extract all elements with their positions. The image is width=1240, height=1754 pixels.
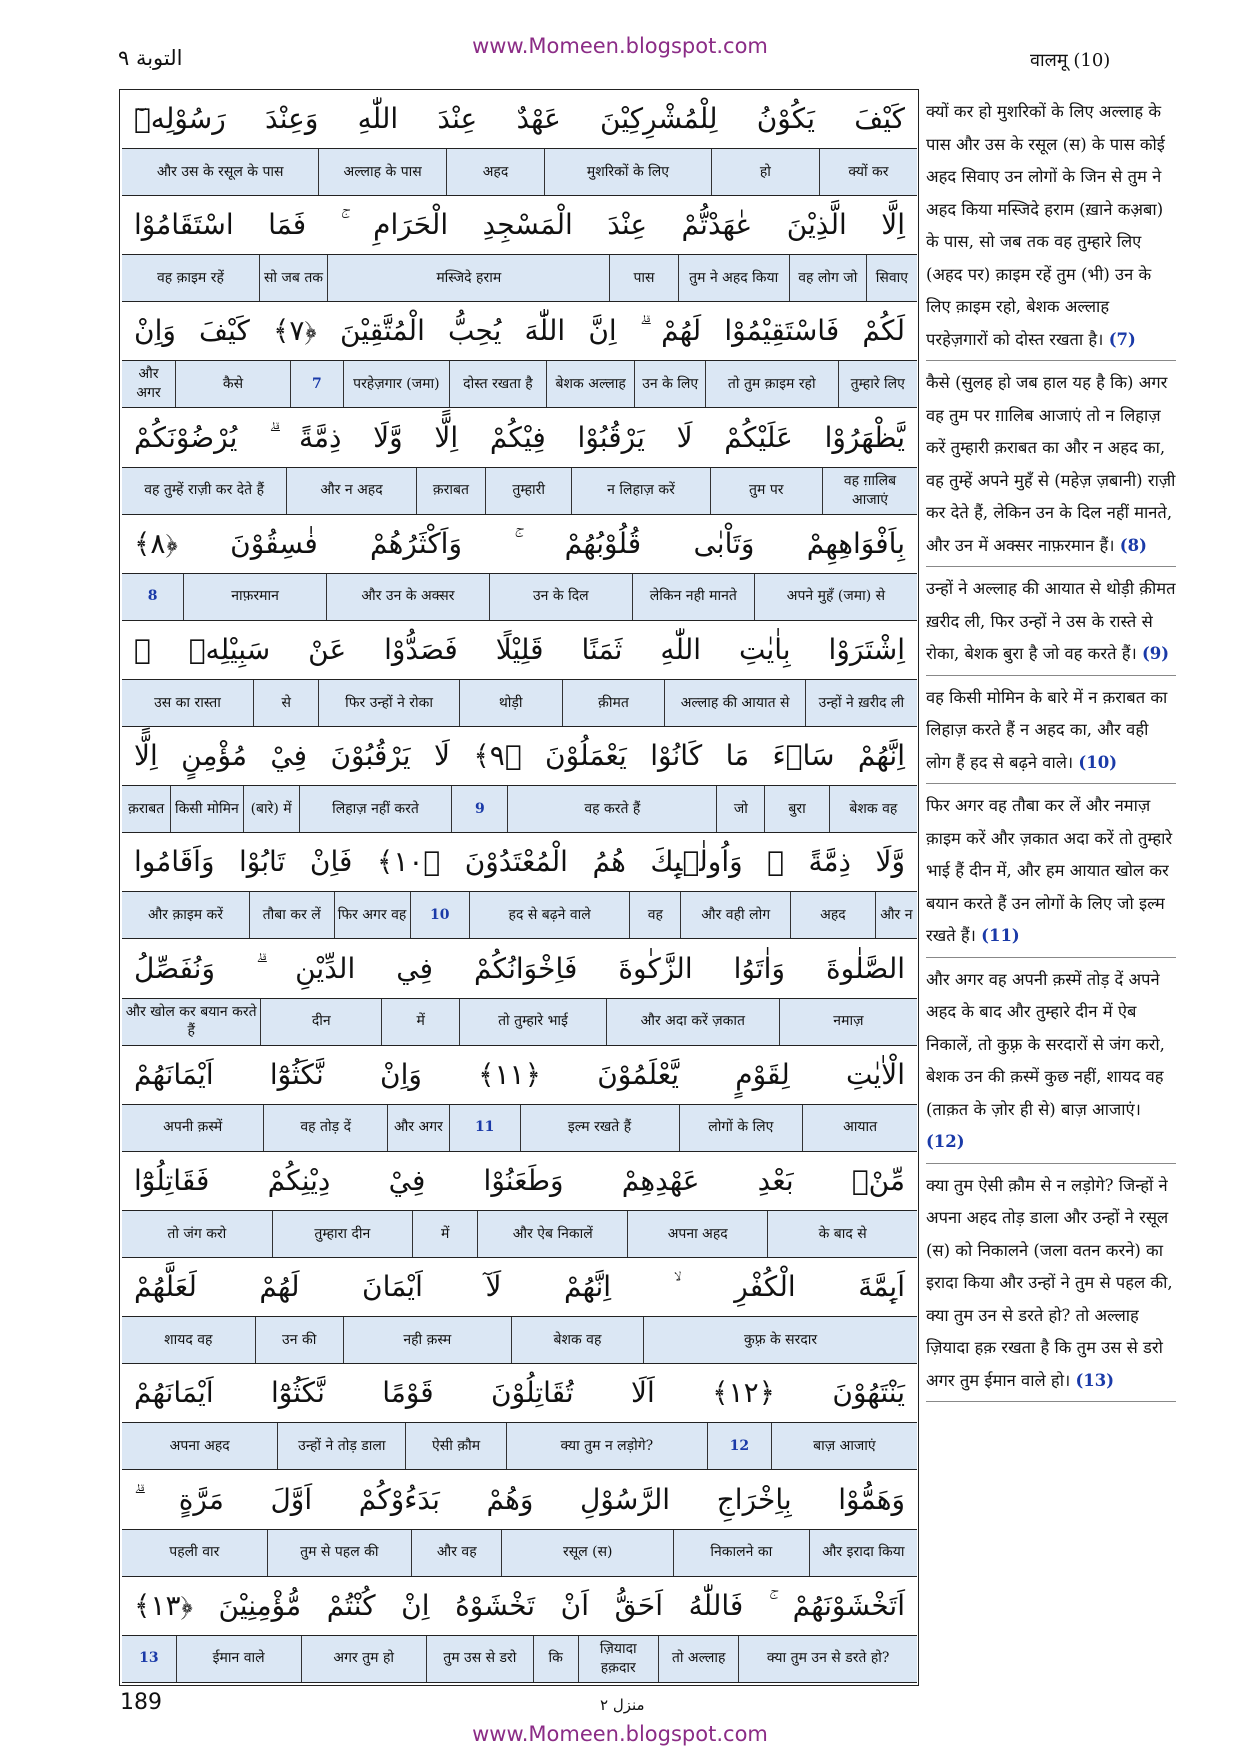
word-meaning: उन्हों ने ख़रीद ली	[805, 680, 917, 726]
word-meaning: (बारे) में	[243, 786, 299, 832]
word-meaning: नाफ़रमान	[183, 574, 326, 620]
arabic-verse-line: لَكُمْ فَاسْتَقِيْمُوْا لَهُمْ ۗ اِنَّ اللّٰهَ يُحِبُّ الْمُتَّقِيْنَ ﴿٧﴾ كَيْفَ وَاِنْ	[134, 314, 905, 348]
word-meaning: किसी मोमिन	[170, 786, 242, 832]
arabic-verse-line: الصَّلٰوةَ وَاٰتَوُا الزَّكٰوةَ فَاِخْوَانُكُمْ فِي الدِّيْنِ ۗ وَنُفَصِّلُ	[134, 951, 905, 985]
word-meaning: लिहाज़ नहीं करते	[299, 786, 452, 832]
word-meaning: दोस्त रखता है	[449, 361, 546, 407]
page-number: 189	[120, 1690, 162, 1715]
word-meaning: क्या तुम न लड़ोगे?	[506, 1423, 707, 1469]
word-meaning: क्या तुम उन से डरते हो?	[738, 1636, 917, 1682]
surah-header: التوبة ٩	[118, 46, 183, 70]
word-meaning: वह	[629, 892, 680, 938]
word-meaning: अल्लाह की आयात से	[664, 680, 804, 726]
word-meaning: पहली वार	[169, 1544, 220, 1561]
word-meaning: सिवाए	[866, 255, 917, 301]
verse-translation-block	[926, 1170, 1176, 1403]
verse-number: (11)	[981, 926, 1020, 945]
word-meaning: वह करते हैं	[507, 786, 716, 832]
verse-number: (10)	[1078, 752, 1117, 772]
word-meaning: अहद	[790, 892, 875, 938]
word-meaning: और अगर	[387, 1105, 449, 1151]
verse-number: 7	[290, 361, 343, 407]
word-meaning: और खोल कर बयान करते हैं	[125, 1003, 257, 1039]
word-meaning: और इरादा किया	[809, 1530, 917, 1576]
word-meaning: क़राबत	[128, 800, 165, 817]
word-meaning: तुम उस से डरो	[426, 1636, 533, 1682]
arabic-verse-line: اِلَّا الَّذِيْنَ عٰهَدْتُّمْ عِنْدَ الْمَسْجِدِ الْحَرَامِ ۚ فَمَا اسْتَقَامُوْا	[134, 208, 905, 242]
word-meaning: हो	[711, 149, 819, 195]
word-meaning: लेकिन नही मानते	[632, 574, 754, 620]
word-meaning: वह लोग जो	[789, 255, 866, 301]
arabic-verse-line: اِشْتَرَوْا بِاٰيٰتِ اللّٰهِ ثَمَنًا قَلِيْلًا فَصَدُّوْا عَنْ سَبِيْلِهٖ ۗ	[134, 633, 905, 666]
verse-number: 12	[707, 1423, 771, 1469]
word-meaning: बेशक अल्लाह	[546, 361, 634, 407]
word-meaning: और न अहद	[286, 468, 416, 514]
word-meaning: ईमान वाले	[176, 1636, 301, 1682]
word-meaning: मुशरिकों के लिए	[544, 149, 711, 195]
word-meaning: ज़ियादा हक़दार	[578, 1636, 658, 1682]
word-meaning: बेशक वह	[829, 786, 917, 832]
verse-translation-text: क्या तुम ऐसी क़ौम से न लड़ोगे? जिन्हों ने अपना अहद तोड़ डाला और उन्हों ने रसूल (स) को निकालने (जला वतन करने) का इरादा किया और उन्हों ने तुम से पहल की, क्या तुम उन से डरते हो? तो अल्लाह ज़ियादा हक़ रखता है कि तुम उस से डरो अगर तुम ईमान वाले हो।	[926, 1175, 1173, 1390]
word-meaning: अहद	[446, 149, 544, 195]
word-meaning: बुरा	[764, 786, 828, 832]
word-meaning: कैसे	[175, 361, 290, 407]
word-meaning: और क़ाइम करें	[147, 906, 224, 923]
verse-number: (12)	[926, 1132, 965, 1151]
verse-number: 10	[410, 892, 469, 938]
verse-number: (13)	[1075, 1370, 1115, 1390]
word-meaning: तुम्हारा दीन	[272, 1211, 412, 1257]
arabic-verse-line: اَىِٕمَّةَ الْكُفْرِ ۙ اِنَّهُمْ لَآ اَيْمَانَ لَهُمْ لَعَلَّهُمْ	[134, 1270, 905, 1304]
word-meaning: क्यों कर	[819, 149, 917, 195]
word-meaning: ऐसी क़ौम	[405, 1423, 506, 1469]
word-meaning: कुफ़्र के सरदार	[643, 1317, 917, 1363]
word-meaning: और अगर	[136, 366, 161, 402]
word-meaning: तुम्हारे लिए	[838, 361, 918, 407]
word-translation-row	[122, 254, 917, 302]
word-translation-row	[122, 785, 917, 833]
word-meaning: में	[381, 999, 459, 1045]
translation-frame	[119, 89, 919, 1686]
verse-translation-block	[926, 682, 1176, 785]
word-meaning: तुम पर	[710, 468, 822, 514]
word-meaning: पास	[609, 255, 677, 301]
verse-translation-text: वह किसी मोमिन के बारे में न क़राबत का लिहाज़ करते हैं न अहद का, और वही लोग हैं हद से बढ़ने वाले।	[926, 687, 1168, 772]
word-meaning: फिर उन्हों ने रोका	[318, 680, 458, 726]
word-meaning: उस का रास्ता	[154, 694, 221, 711]
word-meaning: नही क़स्म	[343, 1317, 511, 1363]
word-translation-row	[122, 1104, 917, 1152]
word-meaning: जो	[716, 786, 764, 832]
word-translation-row	[122, 1422, 917, 1470]
sidebar-translation	[926, 96, 1176, 1408]
para-header: वालमू (10)	[1030, 50, 1111, 71]
arabic-verse-line: مِّنْۢ بَعْدِ عَهْدِهِمْ وَطَعَنُوْا فِيْ دِيْنِكُمْ فَقَاتِلُوْٓا	[134, 1164, 905, 1197]
verse-translation-text: फिर अगर वह तौबा कर लें और नमाज़ क़ाइम करें और ज़कात अदा करें तो तुम्हारे भाई हैं दीन में, और हम आयात खोल कर बयान करते हैं उन लोगों के लिए जो इल्म रखते हैं।	[926, 796, 1173, 945]
arabic-verse-line: الْاٰيٰتِ لِقَوْمٍ يَّعْلَمُوْنَ ﴿١١﴾ وَاِنْ نَّكَثُوْٓا اَيْمَانَهُمْ	[134, 1057, 905, 1091]
word-meaning: उन की	[255, 1317, 343, 1363]
word-meaning: अपना अहद	[627, 1211, 767, 1257]
word-meaning: अपने मुहँ (जमा) से	[754, 574, 917, 620]
word-meaning: तुम से पहल की	[267, 1530, 412, 1576]
word-meaning: और वही लोग	[680, 892, 790, 938]
word-meaning: तो जंग करो	[167, 1225, 227, 1242]
word-translation-row	[122, 1635, 917, 1683]
word-meaning: तुम्हारी	[485, 468, 571, 514]
word-meaning: मस्जिदे हराम	[327, 255, 609, 301]
verse-number: (9)	[1141, 644, 1170, 663]
word-meaning: निकालने का	[673, 1530, 809, 1576]
word-meaning: क़राबत	[416, 468, 485, 514]
word-meaning: शायद वह	[164, 1331, 213, 1348]
footer-url[interactable]: www.Momeen.blogspot.com	[472, 1722, 768, 1746]
word-meaning: अगर तुम हो	[301, 1636, 426, 1682]
verse-translation-text: कैसे (सुलह हो जब हाल यह है कि) अगर वह तुम पर ग़ालिब आजाएं तो न लिहाज़ करें तुम्हारी क़राबत का और न अहद का, वह तुम्हें अपने मुहँ से (महेज़ ज़बानी) राज़ी कर देते हैं, लेकिन उन के दिल नहीं मानते, और उन में अक्सर नाफ़रमान हैं।	[926, 373, 1176, 555]
word-meaning: वह क़ाइम रहें	[156, 269, 224, 286]
word-meaning: तो तुम क़ाइम रहो	[705, 361, 837, 407]
word-meaning: तौबा कर लें	[249, 892, 334, 938]
word-meaning: इल्म रखते हैं	[520, 1105, 679, 1151]
word-meaning: और उस के रसूल के पास	[156, 163, 284, 180]
verse-number: 13	[139, 1650, 159, 1667]
word-meaning: न लिहाज़ करें	[571, 468, 709, 514]
arabic-verse-line: كَيْفَ يَكُوْنُ لِلْمُشْرِكِيْنَ عَهْدٌ عِنْدَ اللّٰهِ وَعِنْدَ رَسُوْلِهٖٓ	[134, 102, 905, 135]
word-meaning: कि	[533, 1636, 578, 1682]
word-translation-row	[122, 360, 917, 408]
verse-number: (7)	[1108, 329, 1136, 349]
word-meaning: थोड़ी	[459, 680, 562, 726]
arabic-verse-line: وَهَمُّوْا بِاِخْرَاجِ الرَّسُوْلِ وَهُمْ بَدَءُوْكُمْ اَوَّلَ مَرَّةٍ ۗ	[134, 1482, 905, 1516]
word-meaning: रसूल (स)	[501, 1530, 673, 1576]
word-meaning: नमाज़	[779, 999, 917, 1045]
verse-number: (8)	[1119, 535, 1147, 555]
verse-translation-block	[926, 573, 1176, 676]
word-meaning: उन के दिल	[489, 574, 632, 620]
word-meaning: उन के लिए	[634, 361, 705, 407]
verse-number: 9	[451, 786, 507, 832]
verse-translation-block	[926, 96, 1176, 361]
word-translation-row	[122, 1529, 917, 1577]
word-meaning: में	[412, 1211, 477, 1257]
word-meaning: और ऐब निकालें	[477, 1211, 627, 1257]
word-translation-row	[122, 679, 917, 727]
word-meaning: अपना अहद	[169, 1437, 230, 1454]
word-translation-row	[122, 1316, 917, 1364]
word-meaning: और न	[875, 892, 917, 938]
verse-number: 8	[147, 588, 158, 605]
word-meaning: से	[253, 680, 318, 726]
word-meaning: बाज़ आजाएं	[771, 1423, 917, 1469]
word-translation-row	[122, 467, 917, 515]
word-translation-row	[122, 148, 917, 196]
arabic-verse-line: يَنْتَهُوْنَ ﴿١٢﴾ اَلَا تُقَاتِلُوْنَ قَوْمًا نَّكَثُوْٓا اَيْمَانَهُمْ	[134, 1376, 906, 1410]
arabic-verse-line: اَتَخْشَوْنَهُمْ ۚ فَاللّٰهُ اَحَقُّ اَنْ تَخْشَوْهُ اِنْ كُنْتُمْ مُّؤْمِنِيْنَ ﴿١٣﴾	[134, 1588, 905, 1622]
word-meaning: तो अल्लाह	[658, 1636, 738, 1682]
word-meaning: क़ीमत	[562, 680, 665, 726]
word-meaning: तो तुम्हारे भाई	[459, 999, 606, 1045]
verse-translation-block	[926, 964, 1176, 1164]
word-meaning: तुम ने अहद किया	[678, 255, 789, 301]
word-meaning: हद से बढ़ने वाले	[469, 892, 630, 938]
word-meaning: वह तुम्हें राज़ी कर देते हैं	[144, 482, 265, 499]
arabic-verse-line: اِنَّهُمْ سَاۗءَ مَا كَانُوْا يَعْمَلُوْنَ ﴿٩﴾ لَا يَرْقُبُوْنَ فِيْ مُؤْمِنٍ اِلًّا	[134, 739, 905, 773]
arabic-verse-line: بِاَفْوَاهِهِمْ وَتَاْبٰى قُلُوْبُهُمْ ۚ وَاَكْثَرُهُمْ فٰسِقُوْنَ ﴿٨﴾	[134, 526, 905, 560]
word-translation-row	[122, 573, 917, 621]
word-meaning: अल्लाह के पास	[318, 149, 446, 195]
word-meaning: और वह	[411, 1530, 501, 1576]
word-meaning: और उन के अक्सर	[326, 574, 489, 620]
word-translation-row	[122, 1210, 917, 1258]
word-meaning: आयात	[802, 1105, 917, 1151]
verse-number: 11	[449, 1105, 520, 1151]
word-translation-row	[122, 998, 917, 1046]
word-meaning: बेशक वह	[511, 1317, 643, 1363]
verse-translation-text: उन्हों ने अल्लाह की आयात से थोड़ी क़ीमत ख़रीद ली, फिर उन्हों ने उस के रास्ते से रोका, बेशक बुरा है जो वह करते हैं।	[926, 579, 1176, 663]
arabic-verse-line: يَّظْهَرُوْا عَلَيْكُمْ لَا يَرْقُبُوْا فِيْكُمْ اِلًّا وَّلَا ذِمَّةً ۗ يُرْضُوْنَكُمْ	[134, 420, 905, 454]
word-meaning: वह ग़ालिब आजाएं	[822, 468, 917, 514]
header-url[interactable]: www.Momeen.blogspot.com	[472, 34, 768, 58]
verse-translation-text: और अगर वह अपनी क़स्में तोड़ दें अपने अहद के बाद और तुम्हारे दीन में ऐब निकालें, तो कुफ़्र के सरदारों से जंग करो, बेशक उन की क़स्में कुछ नहीं, शायद वह (ताक़त के ज़ोर ही से) बाज़ आजाएं।	[926, 969, 1165, 1119]
word-translation-row	[122, 891, 917, 939]
word-meaning: फिर अगर वह	[334, 892, 410, 938]
manzil-label: منزل ٢	[600, 1696, 645, 1714]
word-meaning: लोगों के लिए	[679, 1105, 803, 1151]
word-meaning: वह तोड़ दें	[263, 1105, 387, 1151]
word-meaning: सो जब तक	[259, 255, 327, 301]
arabic-verse-line: وَّلَا ذِمَّةً ۗ وَاُولٰۗىِٕكَ هُمُ الْمُعْتَدُوْنَ ﴿١٠﴾ فَاِنْ تَابُوْا وَاَقَامُوا	[134, 845, 905, 879]
word-meaning: और अदा करें ज़कात	[606, 999, 779, 1045]
word-meaning: दीन	[260, 999, 381, 1045]
word-meaning: अपनी क़स्में	[163, 1119, 223, 1136]
word-meaning: के बाद से	[767, 1211, 917, 1257]
verse-translation-text: क्यों कर हो मुशरिकों के लिए अल्लाह के पास और उस के रसूल (स) के पास कोई अहद सिवाए उन लोगों के जिन से तुम ने अहद किया मस्जिदे हराम (ख़ाने कअ़बा) के पास, सो जब तक वह तुम्हारे लिए (अहद पर) क़ाइम रहें तुम (भी) उन के लिए क़ाइम रहो, बेशक अल्लाह परहेज़गारों को दोस्त रखता है।	[926, 102, 1165, 349]
word-meaning: परहेज़गार (जमा)	[343, 361, 449, 407]
verse-translation-block	[926, 367, 1176, 567]
verse-translation-block	[926, 790, 1176, 958]
word-meaning: उन्हों ने तोड़ डाला	[277, 1423, 405, 1469]
